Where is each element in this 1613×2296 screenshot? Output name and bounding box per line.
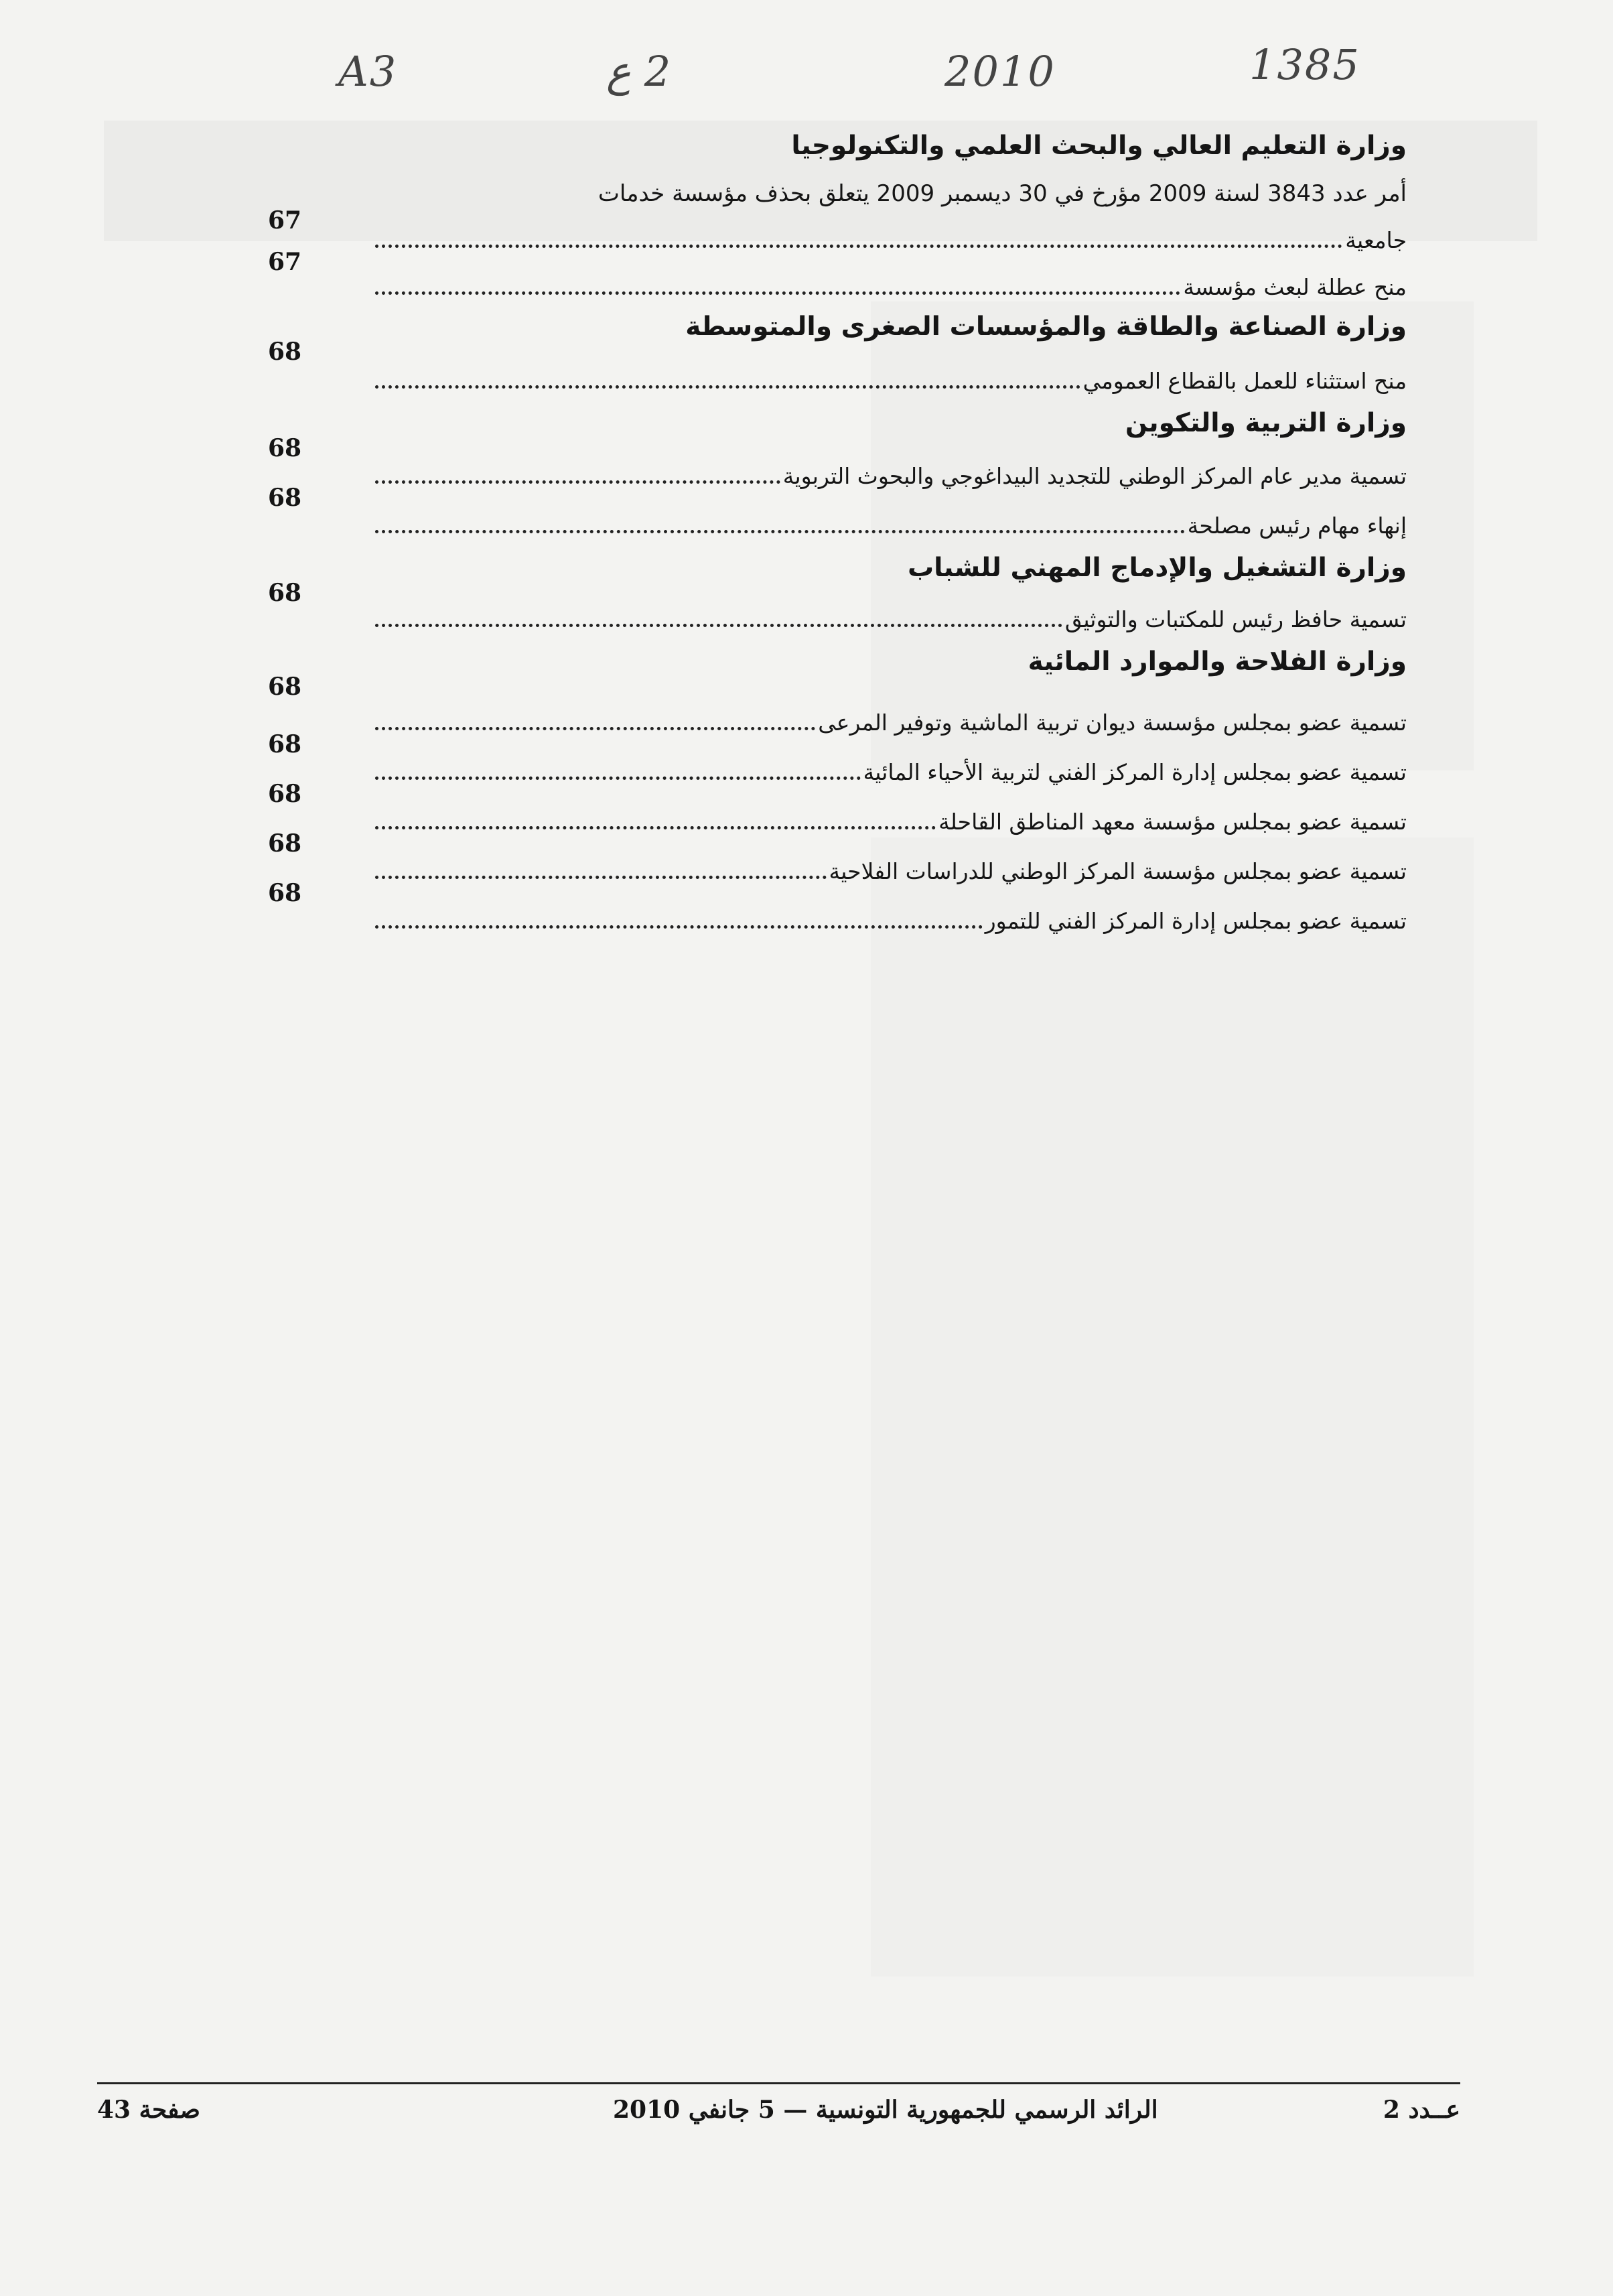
toc-entry-title: منح عطلة لبعث مؤسسة <box>1183 274 1407 300</box>
footer-issue-number: عــدد 2 <box>1383 2096 1460 2124</box>
toc-section <box>268 127 1407 303</box>
dot-leader <box>375 825 936 829</box>
toc-entry <box>268 673 1407 738</box>
toc-entry <box>268 780 1407 837</box>
page-number: 68 <box>268 673 302 701</box>
toc-entry <box>268 248 1407 303</box>
page-number: 68 <box>268 730 302 758</box>
handwritten-note-number: 1385 <box>1249 40 1360 89</box>
toc-entry-title: منح استثناء للعمل بالقطاع العمومي <box>1082 368 1407 394</box>
toc-entry <box>268 484 1407 541</box>
toc-entry-title: تسمية عضو بمجلس مؤسسة المركز الوطني للدراسات الفلاحية <box>829 858 1407 884</box>
page-number: 67 <box>268 248 302 276</box>
toc-entry <box>268 730 1407 788</box>
toc-section <box>268 549 1407 635</box>
ministry-heading: وزارة التربية والتكوين <box>1125 408 1407 438</box>
toc-section <box>268 643 1407 937</box>
toc-entry-title: تسمية عضو بمجلس مؤسسة ديوان تربية الماشية وتوفير المرعى <box>818 710 1407 736</box>
toc-entry-title: تسمية مدير عام المركز الوطني للتجديد البيداغوجي والبحوث التربوية <box>782 463 1407 489</box>
toc-entry-title: تسمية عضو بمجلس مؤسسة معهد المناطق القاحلة <box>938 809 1407 835</box>
table-of-contents <box>268 127 1407 937</box>
page-number: 67 <box>268 206 302 234</box>
toc-entry-title: جامعية <box>1345 227 1407 253</box>
toc-entry <box>268 579 1407 635</box>
ministry-heading: وزارة التعليم العالي والبحث العلمي والتكنولوجيا <box>791 131 1407 161</box>
bleed-through-text-block <box>871 837 1474 1976</box>
dot-leader <box>375 291 1180 295</box>
footer-journal-title: الرائد الرسمي للجمهورية التونسية — 5 جانفي 2010 <box>613 2096 1158 2124</box>
page-number: 68 <box>268 829 302 858</box>
ministry-heading: وزارة الصناعة والطاقة والمؤسسات الصغرى والمتوسطة <box>685 312 1407 342</box>
dot-leader <box>375 875 827 879</box>
page-number: 68 <box>268 879 302 907</box>
page-number: 68 <box>268 434 302 462</box>
decree-intro-line: أمر عدد 3843 لسنة 2009 مؤرخ في 30 ديسمبر 2009 يتعلق بحذف مؤسسة خدمات <box>598 180 1407 207</box>
dot-leader <box>375 385 1080 389</box>
page-footer <box>97 2096 1460 2136</box>
handwritten-note-left: A3 <box>338 47 398 96</box>
page-number: 68 <box>268 780 302 808</box>
dot-leader <box>375 480 780 484</box>
footer-rule <box>97 2082 1460 2084</box>
toc-entry <box>268 829 1407 887</box>
dot-leader <box>375 925 983 929</box>
toc-entry <box>268 879 1407 937</box>
toc-entry-title: تسمية عضو بمجلس إدارة المركز الفني لتربية الأحياء المائية <box>863 759 1407 785</box>
toc-entry <box>268 206 1407 256</box>
dot-leader <box>375 529 1185 533</box>
dot-leader <box>375 623 1062 627</box>
toc-entry-title: تسمية حافظ رئيس للمكتبات والتوثيق <box>1064 606 1407 632</box>
toc-section <box>268 308 1407 397</box>
page-number: 68 <box>268 338 302 366</box>
handwritten-note-mid: 2 ع <box>606 47 671 96</box>
ministry-heading: وزارة التشغيل والإدماج المهني للشباب <box>907 553 1407 583</box>
toc-entry-title: إنهاء مهام رئيس مصلحة <box>1187 513 1407 539</box>
dot-leader <box>375 776 861 780</box>
toc-entry-title: تسمية عضو بمجلس إدارة المركز الفني للتمور <box>985 908 1407 934</box>
handwritten-note-year: 2010 <box>944 47 1056 96</box>
dot-leader <box>375 244 1342 248</box>
dot-leader <box>375 726 815 730</box>
page-number: 68 <box>268 484 302 512</box>
ministry-heading: وزارة الفلاحة والموارد المائية <box>1028 647 1407 677</box>
page-number: 68 <box>268 579 302 607</box>
toc-section <box>268 405 1407 541</box>
toc-entry <box>268 434 1407 492</box>
toc-entry <box>268 338 1407 397</box>
footer-page-label: صفحة 43 <box>97 2096 200 2124</box>
